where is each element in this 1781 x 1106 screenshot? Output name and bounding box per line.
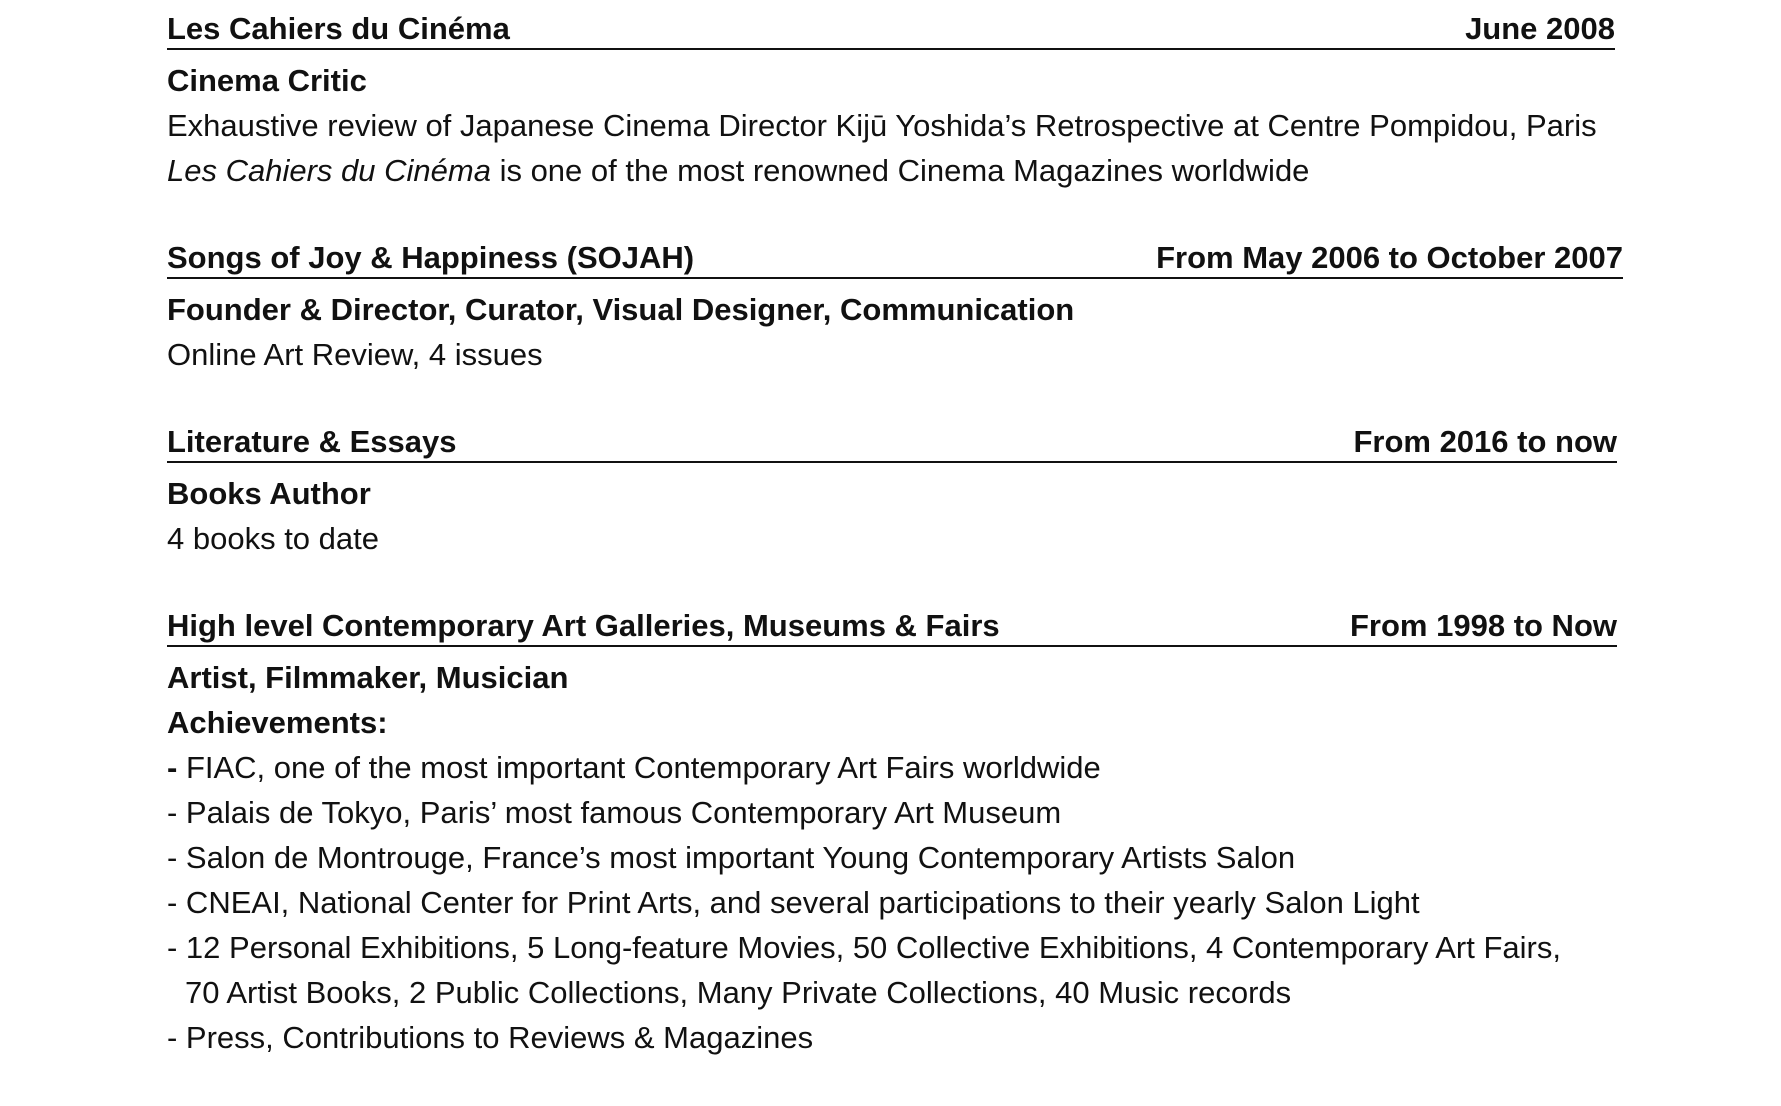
- achievement-item: - Palais de Tokyo, Paris’ most famous Contemporary Art Museum: [167, 795, 1062, 830]
- magazine-title-italic: Les Cahiers du Cinéma: [167, 153, 491, 188]
- organization-name: Literature & Essays: [167, 424, 457, 459]
- achievement-item-continuation: 70 Artist Books, 2 Public Collections, Many Private Collections, 40 Music records: [185, 975, 1292, 1010]
- date-range: June 2008: [1465, 11, 1615, 46]
- role-title: Artist, Filmmaker, Musician: [167, 660, 569, 695]
- achievement-item: - Press, Contributions to Reviews & Magazines: [167, 1020, 814, 1055]
- description-line: 4 books to date: [167, 521, 379, 556]
- organization-name: High level Contemporary Art Galleries, Museums & Fairs: [167, 608, 1000, 643]
- date-range: From 2016 to now: [1353, 424, 1617, 459]
- achievement-item: [167, 745, 1627, 790]
- description-line: Online Art Review, 4 issues: [167, 337, 543, 372]
- bullet-dash: -: [167, 750, 178, 785]
- date-range: From May 2006 to October 2007: [1156, 240, 1623, 275]
- description-line: Exhaustive review of Japanese Cinema Director Kijū Yoshida’s Retrospective at Centre Pompidou, Paris: [167, 108, 1597, 143]
- section-header: [167, 607, 1617, 647]
- organization-name: Les Cahiers du Cinéma: [167, 11, 510, 46]
- achievement-item: - Salon de Montrouge, France’s most important Young Contemporary Artists Salon: [167, 840, 1296, 875]
- section-header: [167, 239, 1623, 279]
- achievement-item: - 12 Personal Exhibitions, 5 Long-feature Movies, 50 Collective Exhibitions, 4 Contemporary Art Fairs,: [167, 930, 1561, 965]
- achievement-item: - CNEAI, National Center for Print Arts, and several participations to their yearly Salon Light: [167, 885, 1420, 920]
- section-header: [167, 10, 1615, 50]
- role-title: Cinema Critic: [167, 63, 367, 98]
- role-title: Books Author: [167, 476, 371, 511]
- section-sojah: [167, 239, 1627, 377]
- magazine-description: is one of the most renowned Cinema Magazines worldwide: [490, 153, 1310, 188]
- resume-experience: [167, 10, 1627, 1106]
- section-art-galleries: [167, 607, 1627, 1060]
- section-cahiers-du-cinema: [167, 10, 1627, 193]
- section-literature-essays: [167, 423, 1627, 561]
- section-header: [167, 423, 1617, 463]
- date-range: From 1998 to Now: [1350, 608, 1617, 643]
- role-title: Founder & Director, Curator, Visual Designer, Communication: [167, 292, 1075, 327]
- description-line-italic: [167, 148, 1627, 193]
- achievements-heading: Achievements:: [167, 705, 388, 740]
- organization-name: Songs of Joy & Happiness (SOJAH): [167, 240, 695, 275]
- achievement-text: FIAC, one of the most important Contemporary Art Fairs worldwide: [177, 750, 1101, 785]
